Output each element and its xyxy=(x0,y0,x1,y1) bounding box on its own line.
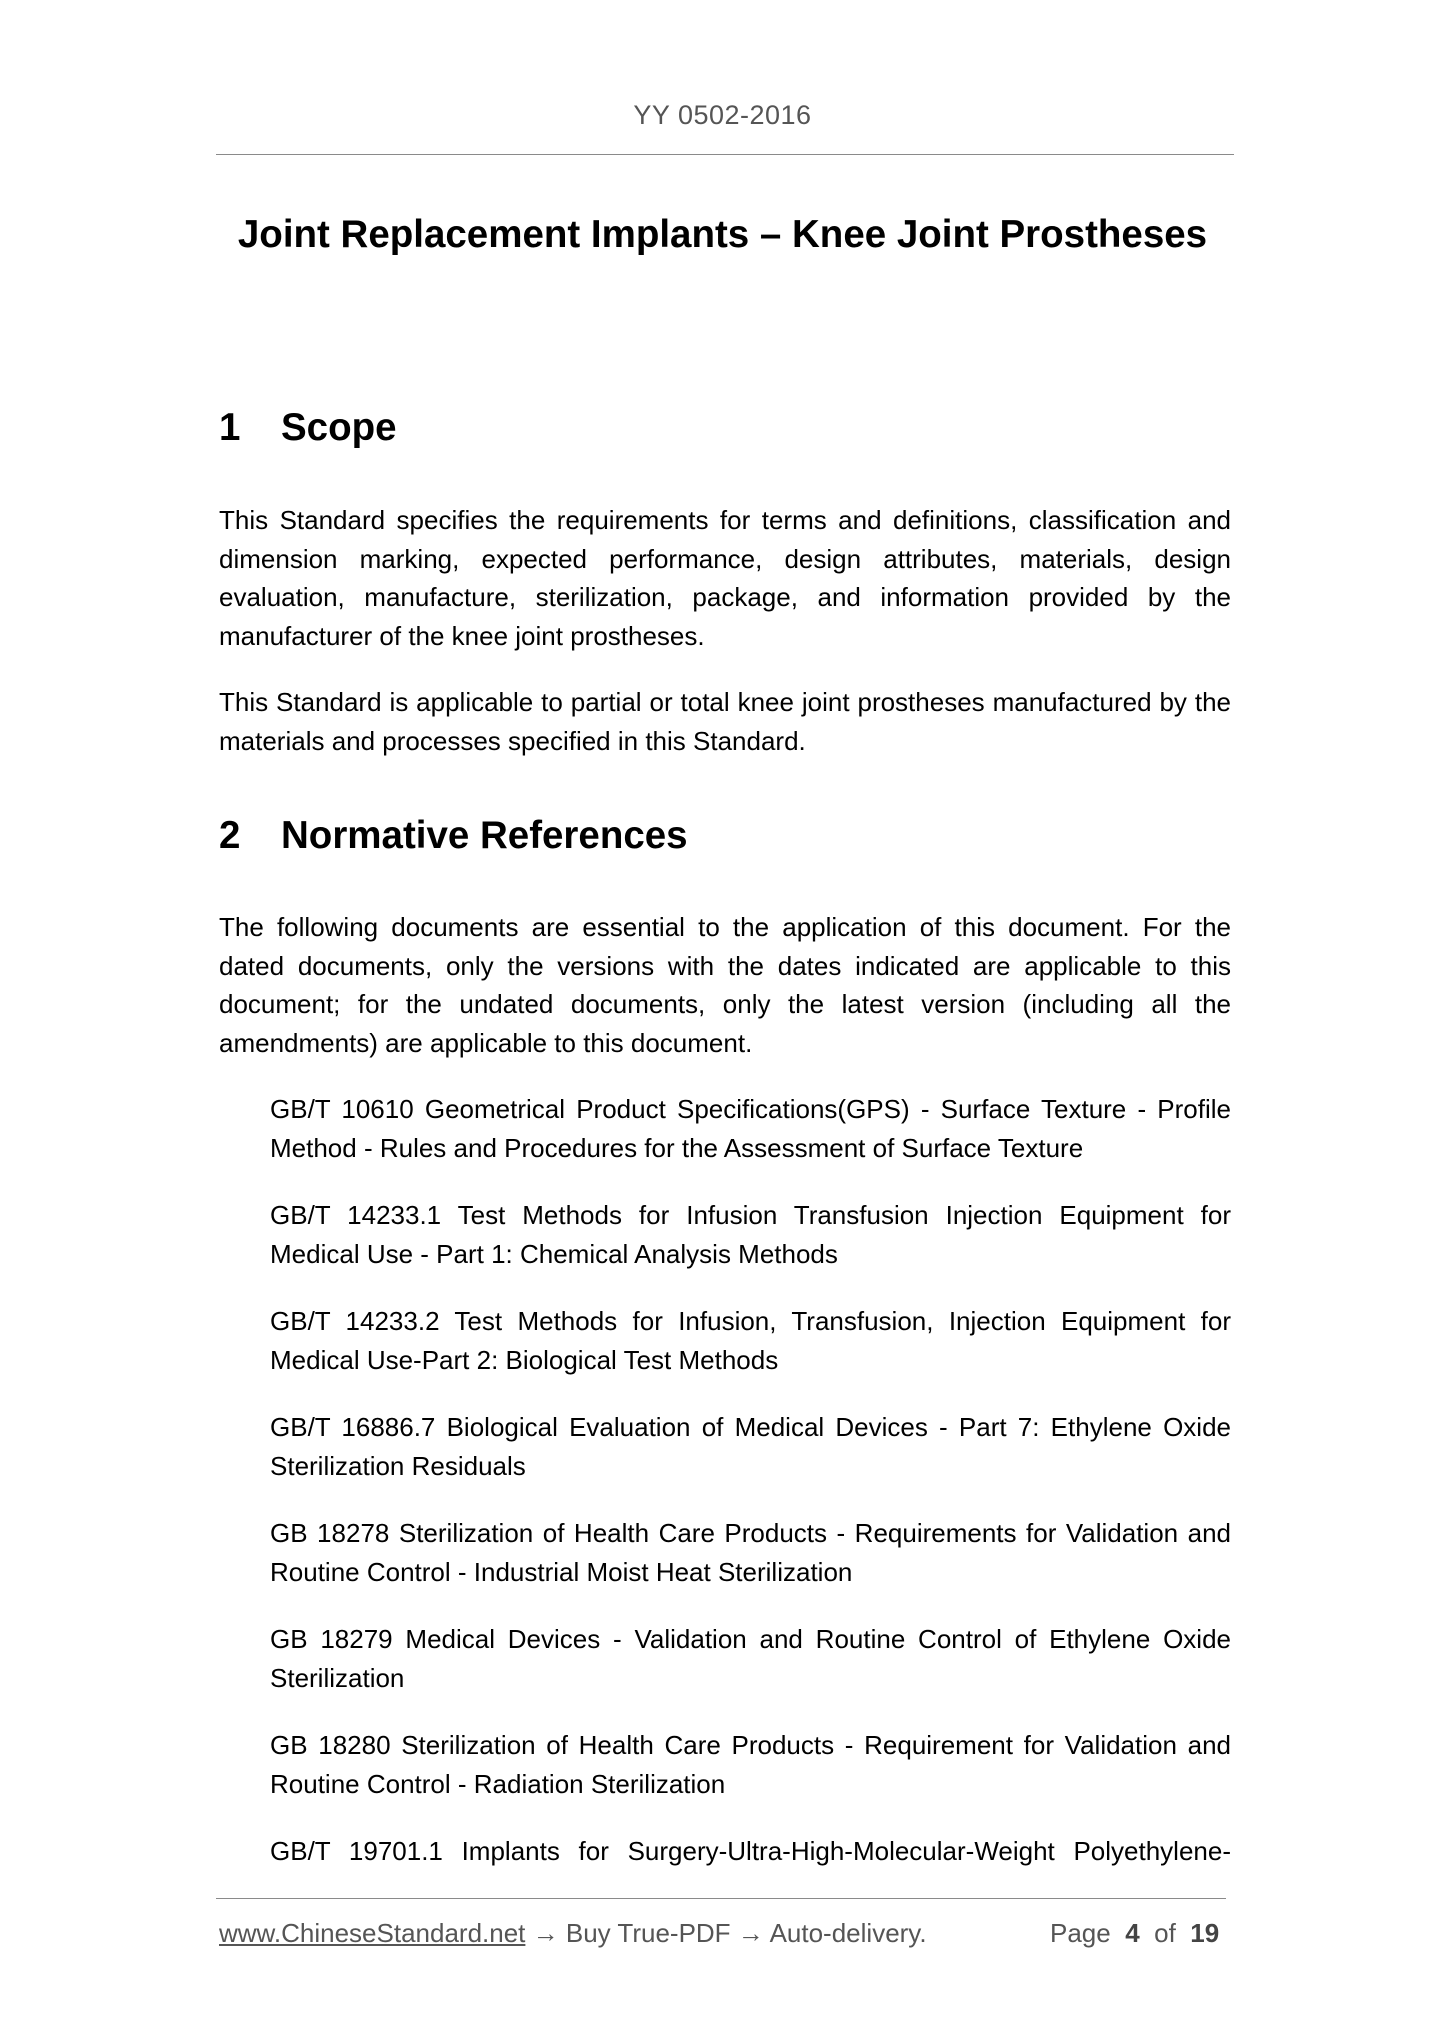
footer-divider xyxy=(216,1898,1226,1899)
section-heading-normative-references xyxy=(219,814,688,858)
footer-tagline: → Buy True-PDF → Auto-delivery. xyxy=(525,1918,927,1948)
reference-item: GB/T 19701.1 Implants for Surgery-Ultra-High-Molecular-Weight Polyethylene- xyxy=(270,1836,1231,1866)
reference-item: GB/T 16886.7 Biological Evaluation of Medical Devices - Part 7: Ethylene Oxide Sterilization Residuals xyxy=(270,1412,1231,1481)
normative-references-intro: The following documents are essential to the application of this document. For the dated documents, only the versions with the dates indicated are applicable to this document; for the undated documents, only the latest version (including all the amendments) are applicable to this document. xyxy=(219,912,1231,1058)
total-pages-number: 19 xyxy=(1190,1918,1220,1948)
reference-item: GB/T 14233.1 Test Methods for Infusion Transfusion Injection Equipment for Medical Use - Part 1: Chemical Analysis Methods xyxy=(270,1200,1231,1269)
header-divider xyxy=(216,154,1234,155)
page-indicator xyxy=(1050,1918,1219,1949)
reference-item: GB 18280 Sterilization of Health Care Products - Requirement for Validation and Routine Control - Radiation Sterilization xyxy=(270,1730,1231,1799)
section-number: 1 xyxy=(219,406,241,449)
footer-website-link[interactable]: www.ChineseStandard.net xyxy=(219,1918,526,1948)
reference-item: GB 18279 Medical Devices - Validation and Routine Control of Ethylene Oxide Sterilization xyxy=(270,1624,1231,1693)
current-page-number: 4 xyxy=(1125,1918,1140,1948)
section-title: Scope xyxy=(281,406,397,449)
scope-paragraph-1: This Standard specifies the requirements for terms and definitions, classification and dimension marking, expected performance, design attributes, materials, design evaluation, manufacture, sterilization, package, and information provided by the manufacturer of the knee joint prostheses. xyxy=(219,505,1231,651)
section-number: 2 xyxy=(219,814,241,857)
section-heading-scope xyxy=(219,406,397,450)
page-of-label: of xyxy=(1154,1918,1176,1948)
footer-promo xyxy=(219,1918,927,1949)
reference-item: GB 18278 Sterilization of Health Care Products - Requirements for Validation and Routine Control - Industrial Moist Heat Sterilization xyxy=(270,1518,1231,1587)
scope-paragraph-2: This Standard is applicable to partial or total knee joint prostheses manufactured by the materials and processes specified in this Standard. xyxy=(219,687,1231,756)
page-label: Page xyxy=(1050,1918,1111,1948)
section-title: Normative References xyxy=(281,814,688,857)
reference-item: GB/T 14233.2 Test Methods for Infusion, Transfusion, Injection Equipment for Medical Use-Part 2: Biological Test Methods xyxy=(270,1306,1231,1375)
document-title: Joint Replacement Implants – Knee Joint Prostheses xyxy=(237,213,1208,256)
reference-item: GB/T 10610 Geometrical Product Specifications(GPS) - Surface Texture - Profile Method - Rules and Procedures for the Assessment of Surface Texture xyxy=(270,1094,1231,1163)
header-document-code: YY 0502-2016 xyxy=(633,100,812,130)
